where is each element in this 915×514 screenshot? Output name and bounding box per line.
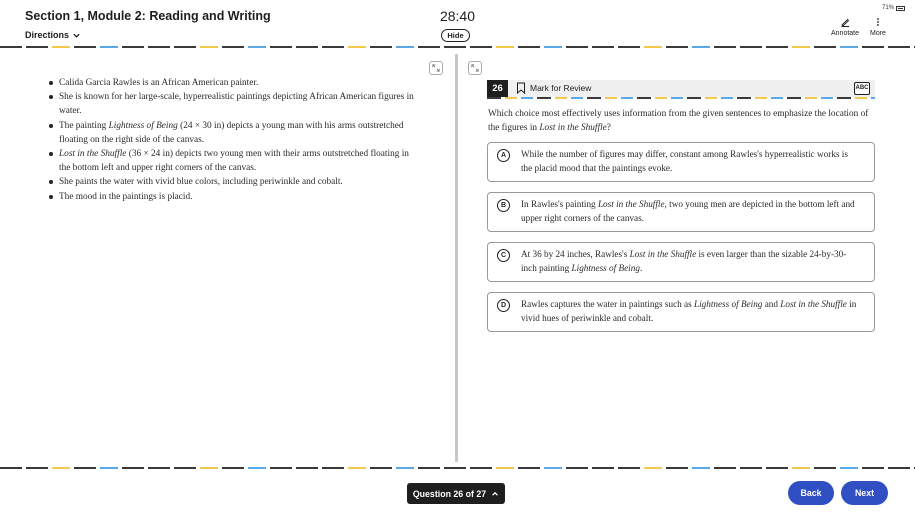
passage-bullet: Calida Garcia Rawles is an African American painter. [47,76,415,90]
choice-text: At 36 by 24 inches, Rawles's Lost in the Shuffle is even larger than the sizable 24-by-30-inch painting Lightness of Being. [521,249,847,273]
section-title: Section 1, Module 2: Reading and Writing [25,9,271,23]
expand-passage-button[interactable] [429,61,443,75]
answer-eliminator-button[interactable]: ABC [854,82,870,95]
question-navigator-button[interactable] [407,483,505,504]
question-header-divider [487,97,875,99]
annotate-label: Annotate [831,30,860,37]
passage-bullet: The mood in the paintings is placid. [47,190,415,204]
back-button[interactable]: Back [788,481,834,505]
question-navigator-label: Question 26 of 27 [412,488,487,499]
chevron-down-icon [72,31,81,40]
choice-text: While the number of figures may differ, constant among Rawles's hyperrealistic works is the placid mood that the paintings evoke. [521,149,848,173]
more-label: More [870,30,886,37]
question-header-bar [487,80,875,97]
passage [47,76,415,204]
choice-text: In Rawles's painting Lost in the Shuffle, two young men are depicted in the bottom left and upper right corners of the canvas. [521,199,855,223]
mark-for-review-button[interactable] [516,82,591,94]
choice-letter: D [497,299,510,312]
more-button[interactable] [870,17,886,37]
annotate-button[interactable] [831,17,859,37]
answer-choice-a[interactable] [487,142,875,182]
next-button[interactable]: Next [841,481,888,505]
choice-text: Rawles captures the water in paintings such as Lightness of Being and Lost in the Shuffle in vivid hues of periwinkle and cobalt. [521,299,857,323]
choice-letter: B [497,199,510,212]
pane-divider[interactable] [455,54,458,462]
mark-for-review-label: Mark for Review [530,83,592,93]
directions-toggle[interactable] [25,30,81,40]
expand-icon [471,64,479,72]
timer: 28:40 [439,8,476,24]
passage-bullet: She is known for her large-scale, hyperrealistic paintings depicting African American figures in water. [47,90,415,118]
answer-choice-b[interactable] [487,192,875,232]
top-bar [0,0,915,46]
chevron-up-icon [491,490,499,498]
expand-question-button[interactable] [468,61,482,75]
expand-icon [432,64,440,72]
bookmark-icon [516,82,526,94]
passage-bullet: The painting Lightness of Being (24 × 30 in) depicts a young man with his arms outstretched floating on the right side of the canvas. [47,119,415,147]
hide-timer-button[interactable]: Hide [441,29,470,42]
pencil-icon [840,17,850,27]
directions-label: Directions [25,30,70,40]
battery-status [882,5,905,11]
answer-choice-d[interactable] [487,292,875,332]
battery-percent: 71% [881,5,894,11]
passage-bullet: Lost in the Shuffle (36 × 24 in) depicts two young men with their arms outstretched floating in the bottom left and upper right corners of the canvas. [47,147,415,175]
header-divider [0,46,915,48]
passage-bullet-list [47,76,415,204]
answer-choice-c[interactable] [487,242,875,282]
battery-icon [896,6,905,11]
question-number: 26 [487,80,508,97]
choice-letter: A [497,149,510,162]
passage-bullet: She paints the water with vivid blue colors, including periwinkle and cobalt. [47,175,415,189]
choice-letter: C [497,249,510,262]
question-stem: Which choice most effectively uses information from the given sentences to emphasize the location of the figures in Lost in the Shuffle? [488,109,869,133]
kebab-icon [873,17,883,27]
